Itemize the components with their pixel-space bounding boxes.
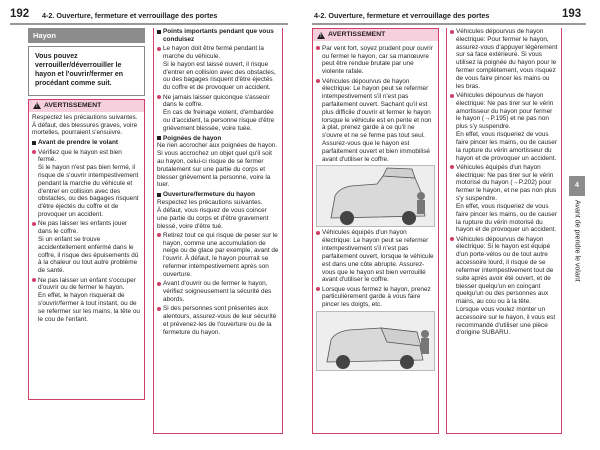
bullet-dot-icon <box>450 165 454 169</box>
bullet-dot-icon <box>316 231 320 235</box>
bullet-item <box>450 92 558 162</box>
warning-body <box>313 41 438 375</box>
car-rear-icon <box>317 166 435 227</box>
right-header-rule <box>312 23 586 25</box>
warning-title: AVERTISSEMENT <box>328 31 386 38</box>
subhead-before-driving <box>32 139 141 147</box>
square-bullet-icon <box>157 193 161 197</box>
right-page-number: 193 <box>562 8 582 20</box>
square-bullet-icon <box>157 136 161 140</box>
tailgate-illustration-2 <box>316 311 435 371</box>
bullet-text: Véhicules dépourvus de hayon électrique: Ne pas tirer sur le vérin amortisseur du hayon pour fermer le hayon (→P.195) et ne pas non plus s'y suspendre. En effet, vous risqueriez de vous faire pincer les mains, ou de causer la rupture du vérin amortisseur du hayon et de provoquer un accident. <box>456 92 557 162</box>
tailgate-illustration-1 <box>316 165 435 227</box>
bullet-item <box>450 28 558 91</box>
bullet-text: Véhicules dépourvus de hayon électrique: Si le hayon est équipé d'un porte-vélos ou de tout autre accessoire lourd, il risque de se refermer intempestivement tout de suite après avoir été ouvert, et de blesser quelqu'un en coinçant quelqu'un ou des personnes aux mains, au cou ou à la tête. Lorsque vous voulez monter un accessoire sur le hayon, il vous est recommandé d'utiliser une pièce d'origine SUBARU. <box>456 235 556 337</box>
warning-triangle-icon <box>317 32 325 39</box>
intro-box <box>28 46 145 95</box>
bullet-text: Si des personnes sont présentes aux alentours, assurez-vous de leur sécurité et prévenez-les de l'ouverture ou de la fermeture du hayon. <box>163 305 277 336</box>
warning-header <box>29 100 144 112</box>
chapter-side-label: Avant de prendre le volant <box>573 200 581 282</box>
bullet-item <box>316 45 435 76</box>
bullet-dot-icon <box>157 233 161 237</box>
bullet-text: Ne pas laisser un enfant s'occuper d'ouvrir ou de fermer le hayon. En effet, le hayon risquerait de s'ouvrir/fermer à tout instant, ou de se refermer sur les mains, la tête ou le cou de l'enfant. <box>38 276 140 323</box>
bullet-item <box>157 305 279 336</box>
bullet-dot-icon <box>450 237 454 241</box>
bullet-text: Le hayon doit être fermé pendant la marche du véhicule. Si le hayon est laissé ouvert, il risque d'entrer en collision avec des obstacles, ou des bagages risquent d'être éjectés du coffre et de provoquer un accident. <box>163 45 276 92</box>
bullet-dot-icon <box>32 278 36 282</box>
bullet-text: Ne pas laisser les enfants jouer dans le coffre. Si un enfant se trouve accidentellement enfermé dans le coffre, il risque des épuisements dû à la chaleur ou tout autre problème de santé. <box>38 220 139 275</box>
bullet-text: Avant d'ouvrir ou de fermer le hayon, vérifiez soigneusement la sécurité des abords. <box>163 280 272 303</box>
bullet-item <box>157 280 279 303</box>
subhead-open-close <box>157 191 279 199</box>
bullet-text: Véhicules dépourvus de hayon électrique: Le hayon peut se refermer intempestivement s'il n'est pas parfaitement ouvert. Sachant qu'il est plus difficile d'ouvrir et fermer le hayon lorsque le véhicule est en pente et non à plat, prenez garde à ce qu'il ne s'ouvre et ne se ferme pas tout seul. Assurez-vous que le hayon est parfaitement ouvert et bien immobilisé avant d'utiliser le coffre. <box>322 77 432 163</box>
bullet-item <box>32 220 141 275</box>
subhead-handles <box>157 135 279 143</box>
bullet-item <box>316 229 435 284</box>
bullet-dot-icon <box>316 79 320 83</box>
bullet-text: Véhicules dépourvus de hayon électrique: Pour fermer le hayon, assurez-vous d'appuyer légèrement sur sa face extérieure. Si vous utilisez la poignée du hayon pour le fermer complètement, vous risquez de vous faire pincer les mains ou les bras. <box>456 28 558 90</box>
bullet-item <box>157 232 279 279</box>
bullet-text: Lorsque vous fermez le hayon, prenez particulièrement garde à vous faire pincer les doigts, etc. <box>322 285 431 309</box>
warning-box-2 <box>312 28 439 434</box>
warning-header <box>313 29 438 41</box>
right-running-head: 4-2. Ouverture, fermeture et verrouillage des portes <box>314 11 490 20</box>
left-page-number: 192 <box>10 8 30 20</box>
column-2 <box>153 28 283 434</box>
bullet-dot-icon <box>450 30 454 34</box>
intro-text: Vous pouvez verrouiller/déverrouiller le hayon et l'ouvrir/fermer en procédant comme suit. <box>35 53 124 88</box>
bullet-text: Véhicules équipés d'un hayon électrique: Ne pas tirer sur le vérin motorisé du hayon (→P.202) pour fermer le hayon, et ne pas non plus s'y suspendre. En effet, vous risqueriez de vous faire pincer les mains, ou de causer la rupture du vérin motorisé du hayon et de provoquer un accident. <box>456 163 557 234</box>
square-bullet-icon <box>157 30 161 34</box>
bullet-dot-icon <box>157 95 161 99</box>
bullet-text: Vérifiez que le hayon est bien fermé. Si le hayon n'est pas bien fermé, il risque de s'ouvrir intempestivement pendant la marche du véhicule et d'entrer en collision avec des obstacles, ou des bagages risquent d'être éjectés du coffre et de provoquer un accident. <box>38 148 139 219</box>
left-header-rule <box>10 23 288 25</box>
bullet-text: Ne jamais laisser quiconque s'asseoir dans le coffre. En cas de freinage violent, d'embardée ou d'accident, la personne risque d'être grièvement blessée, voire tuée. <box>163 93 275 132</box>
chapter-tab: 4 <box>569 176 585 196</box>
warning-title: AVERTISSEMENT <box>44 101 102 109</box>
bullet-item <box>32 277 141 324</box>
bullet-text: Retirez tout ce qui risque de peser sur le hayon, comme une accumulation de neige ou de glace par exemple, avant de l'ouvrir. À défaut, le hayon pourrait se refermer intempestivement après son ouverture. <box>163 231 279 278</box>
column-1 <box>28 28 145 400</box>
bullet-item <box>316 78 435 164</box>
bullet-item <box>32 149 141 219</box>
warning-box-1 <box>28 99 145 400</box>
section-tab-hayon: Hayon <box>28 28 145 43</box>
paragraph-handles: Ne rien accrocher aux poignées de hayon. Si vous accrochez un objet quel qu'il soit au hayon, celui-ci risque de se fermer brutalement sur une partie du corps et blesser grièvement la personne, voire la tuer. <box>157 142 278 189</box>
bullet-dot-icon <box>157 47 161 51</box>
subhead-text: Points importants pendant que vous conduisez <box>163 28 274 43</box>
bullet-text: Véhicules équipés d'un hayon électrique: Le hayon peut se refermer intempestivement s'il n'est pas parfaitement ouvert, lorsque le véhicule est dans une côte abrupte. Assurez-vous que le hayon est bien verrouillé avant d'utiliser le coffre. <box>322 229 434 284</box>
bullet-item <box>316 286 435 309</box>
square-bullet-icon <box>32 141 36 145</box>
bullet-dot-icon <box>32 150 36 154</box>
subhead-text: Avant de prendre le volant <box>38 139 119 147</box>
warning-intro: Respectez les précautions suivantes. À défaut, des blessures graves, voire mortelles, pourraient s'ensuivre. <box>32 113 138 137</box>
subhead-driving <box>157 28 279 44</box>
column-3 <box>312 28 439 434</box>
bullet-text: Par vent fort, soyez prudent pour ouvrir ou fermer le hayon, car sa manœuvre peut être rendue brutale par une violente rafale. <box>322 44 433 76</box>
bullet-dot-icon <box>316 287 320 291</box>
column-4 <box>446 28 562 434</box>
bullet-item <box>450 236 558 338</box>
warning-body <box>29 112 144 326</box>
subhead-text: Ouverture/fermeture du hayon <box>163 191 255 199</box>
bullet-dot-icon <box>450 94 454 98</box>
bullet-dot-icon <box>157 282 161 286</box>
warning-triangle-icon <box>33 102 41 109</box>
bullet-dot-icon <box>157 307 161 311</box>
bullet-item <box>157 45 279 92</box>
paragraph-open-close: Respectez les précautions suivantes. À défaut, vous risquez de vous coincer une partie du corps et d'être gravement blessé, voire d'être tué. <box>157 199 269 230</box>
car-rear-closing-icon <box>317 312 435 371</box>
left-running-head: 4-2. Ouverture, fermeture et verrouillage des portes <box>42 11 218 20</box>
bullet-item <box>450 164 558 234</box>
bullet-dot-icon <box>316 46 320 50</box>
bullet-dot-icon <box>32 222 36 226</box>
subhead-text: Poignées de hayon <box>163 134 222 142</box>
bullet-item <box>157 94 279 133</box>
